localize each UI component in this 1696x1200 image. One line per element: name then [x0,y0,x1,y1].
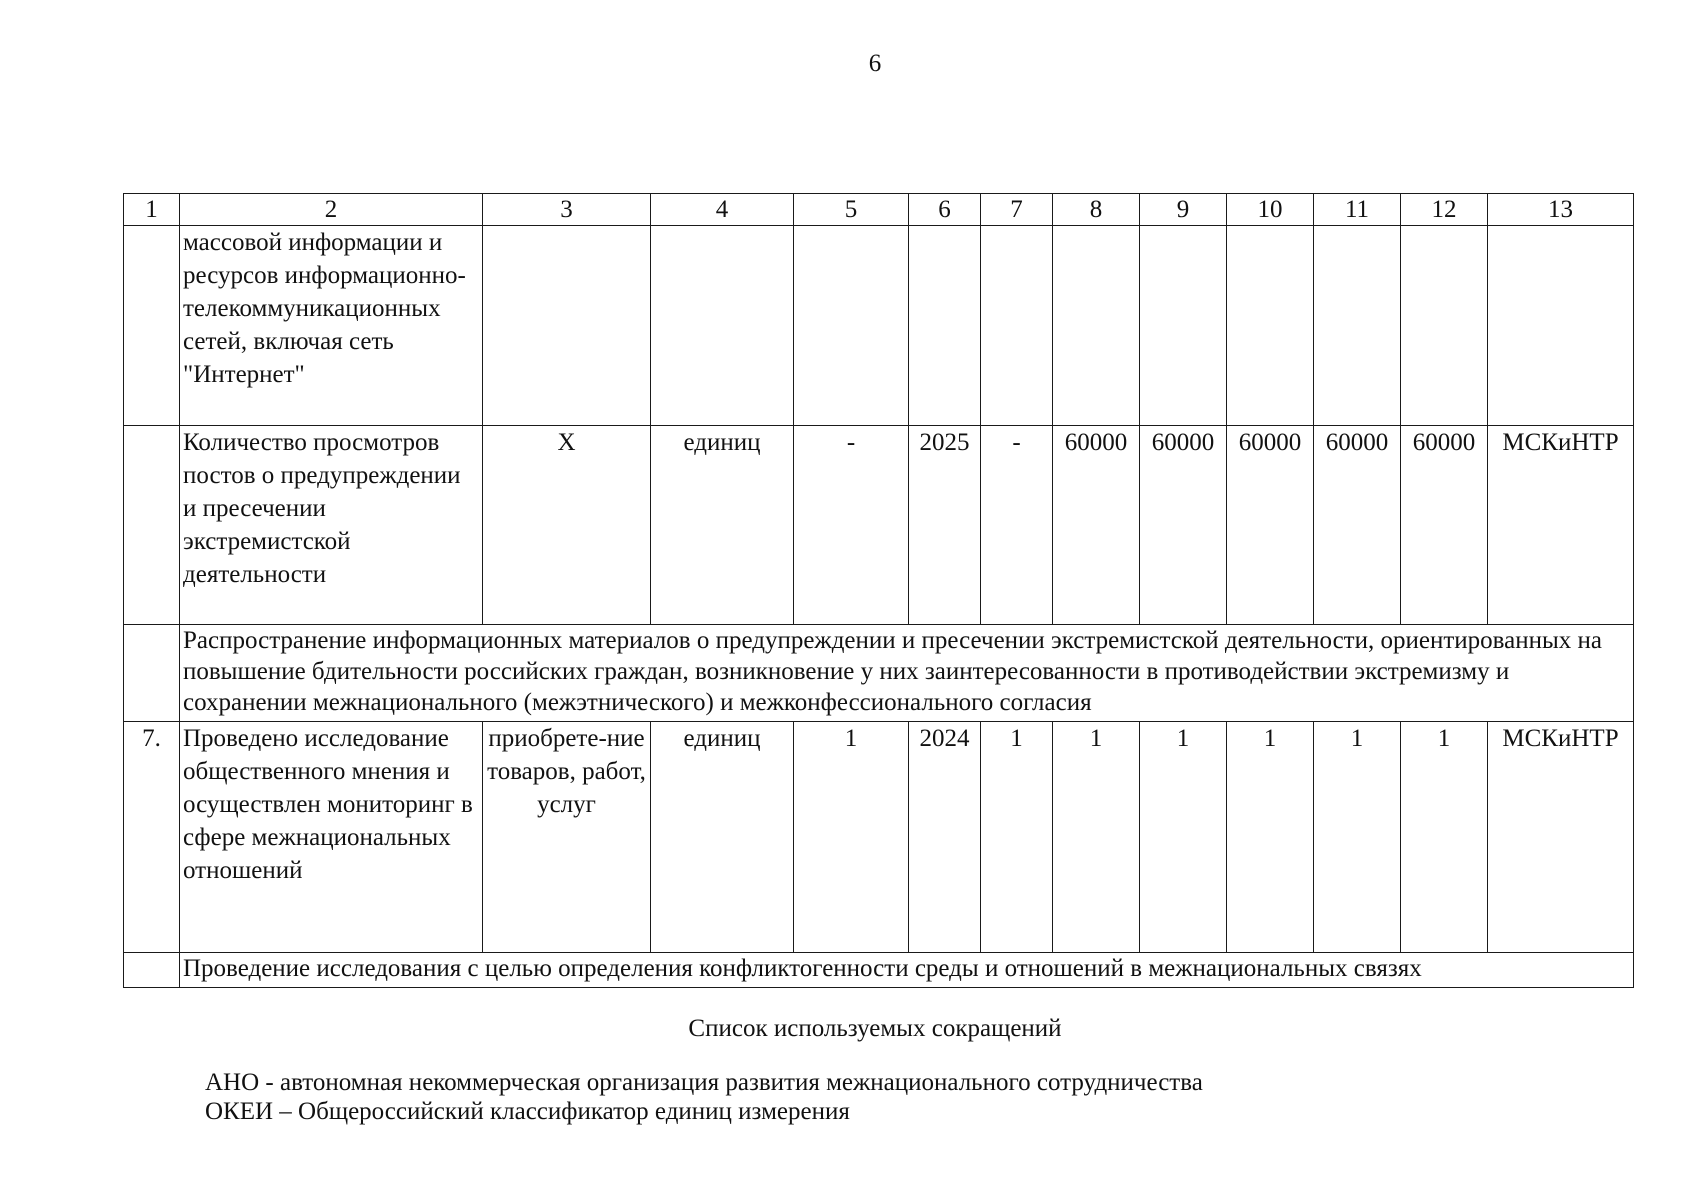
header-cell: 8 [1053,194,1140,226]
abbreviations-list [205,1068,1203,1126]
value-cell: 60000 [1140,426,1227,625]
table-cell: 1 [794,722,909,953]
header-cell: 5 [794,194,909,226]
header-cell: 11 [1314,194,1401,226]
responsible-cell: МСКиНТР [1488,722,1634,953]
header-cell: 4 [651,194,794,226]
value-cell: 1 [1401,722,1488,953]
value-cell: 1 [1053,722,1140,953]
abbreviations-title: Список используемых сокращений [688,1015,1062,1042]
value-cell: 1 [1314,722,1401,953]
table-cell [981,226,1053,426]
header-cell: 1 [124,194,180,226]
table-cell [1140,226,1227,426]
header-cell: 12 [1401,194,1488,226]
table-cell [794,226,909,426]
indicators-table [123,193,1634,988]
table-cell [483,226,651,426]
header-cell: 2 [180,194,483,226]
description-cell: Проведение исследования с целью определения конфликтогенности среды и отношений в межнациональных связях [180,953,1634,988]
value-cell: 60000 [1053,426,1140,625]
header-cell: 7 [981,194,1053,226]
value-cell: 60000 [1401,426,1488,625]
description-cell: Распространение информационных материалов о предупреждении и пресечении экстремистской деятельности, ориентированных на повышение бдительности российских граждан, возникновение у них заинтересованности в противодействии экстремизму и сохранении межнационального (межэтнического) и межконфессионального согласия [180,625,1634,722]
row-number-cell [124,625,180,722]
row-number-cell [124,426,180,625]
page-number: 6 [868,50,882,77]
value-cell: 60000 [1227,426,1314,625]
row-number-cell [124,953,180,988]
abbreviation-item: ОКЕИ – Общероссийский классификатор единиц измерения [205,1098,850,1125]
indicator-name-cell: Проведено исследование общественного мнения и осуществлен мониторинг в сфере межнациональных отношений [180,722,483,953]
unit-cell: единиц [651,426,794,625]
value-cell: 1 [1140,722,1227,953]
table-cell: 1 [981,722,1053,953]
unit-cell: единиц [651,722,794,953]
header-cell: 6 [909,194,981,226]
abbreviation-item: АНО - автономная некоммерческая организация развития межнационального сотрудничества [205,1069,1203,1096]
responsible-cell: МСКиНТР [1488,426,1634,625]
year-cell: 2025 [909,426,981,625]
table-cell [1401,226,1488,426]
indicator-name-cell: массовой информации и ресурсов информационно-телекоммуникационных сетей, включая сеть "Интернет" [180,226,483,426]
table-cell [1488,226,1634,426]
indicator-name-cell: Количество просмотров постов о предупреждении и пресечении экстремистской деятельности [180,426,483,625]
table-cell: - [794,426,909,625]
table-cell: Х [483,426,651,625]
header-cell: 3 [483,194,651,226]
table-row-continued [124,226,1634,426]
row-number-cell [124,226,180,426]
table-cell [909,226,981,426]
funding-type-cell: приобрете-ние товаров, работ, услуг [483,722,651,953]
year-cell: 2024 [909,722,981,953]
table-row-indicator [124,426,1634,625]
header-cell: 13 [1488,194,1634,226]
table-row-description [124,625,1634,722]
table-header-row [124,194,1634,226]
table-cell [1053,226,1140,426]
table-cell [1314,226,1401,426]
value-cell: 1 [1227,722,1314,953]
header-cell: 9 [1140,194,1227,226]
table-cell [651,226,794,426]
table-cell: - [981,426,1053,625]
value-cell: 60000 [1314,426,1401,625]
header-cell: 10 [1227,194,1314,226]
row-number-cell: 7. [124,722,180,953]
indicators-table-wrapper [123,193,1633,988]
table-row-description [124,953,1634,988]
table-cell [1227,226,1314,426]
table-row-7 [124,722,1634,953]
